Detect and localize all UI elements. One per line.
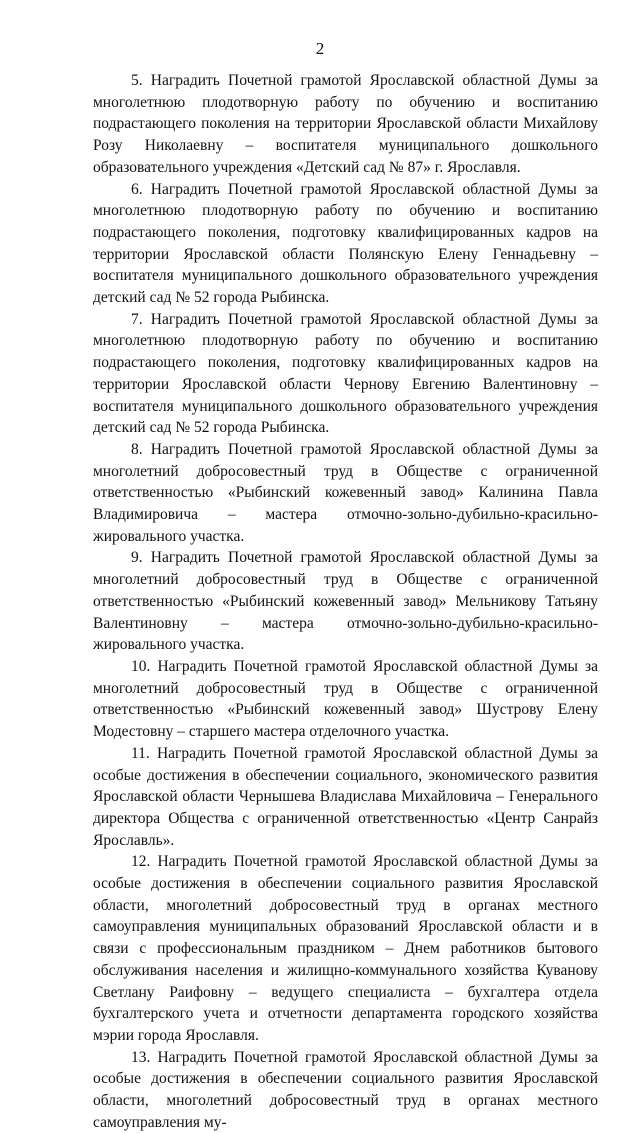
paragraph-item-7: 7. Наградить Почетной грамотой Ярославской областной Думы за многолетнюю плодотворную работу по обучению и воспитанию подрастающего поколения, подготовку квалифицированных кадров на территории Ярославской области Чернову Евгению Валентиновну – воспитателя муниципального дошкольного образовательного учреждения детский сад № 52 города Рыбинска. [93, 310, 598, 437]
paragraph-item-11: 11. Наградить Почетной грамотой Ярославской областной Думы за особые достижения в обеспечении социального, экономического развития Ярославской области Чернышева Владислава Михайловича – Генерального директора Общества с ограниченной ответственностью «Центр Санрайз Ярославль». [93, 744, 598, 849]
paragraph-item-9: 9. Наградить Почетной грамотой Ярославской областной Думы за многолетний добросовестный труд в Обществе с ограниченной ответственностью «Рыбинский кожевенный завод» Мельникову Татьяну Валентиновну – мастера отмочно-зольно-дубильно-красильно-жировального участка. [93, 549, 598, 654]
paragraph-item-10: 10. Наградить Почетной грамотой Ярославской областной Думы за многолетний добросовестный труд в Обществе с ограниченной ответственностью «Рыбинский кожевенный завод» Шустрову Елену Модестовну – старшего мастера отделочного участка. [93, 657, 598, 741]
paragraph-item-6: 6. Наградить Почетной грамотой Ярославской областной Думы за многолетнюю плодотворную работу по обучению и воспитанию подрастающего поколения, подготовку квалифицированных кадров на территории Ярославской области Полянскую Елену Геннадьевну – воспитателя муниципального дошкольного образовательного учреждения детский сад № 52 города Рыбинска. [93, 180, 598, 307]
paragraph-item-8: 8. Наградить Почетной грамотой Ярославской областной Думы за многолетний добросовестный труд в Обществе с ограниченной ответственностью «Рыбинский кожевенный завод» Калинина Павла Владимировича – мастера отмочно-зольно-дубильно-красильно-жировального участка. [93, 440, 598, 545]
document-body [93, 70, 598, 1133]
paragraph-item-13: 13. Наградить Почетной грамотой Ярославской областной Думы за особые достижения в обеспечении социального развития Ярославской области, многолетний добросовестный труд в органах местного самоуправления му- [93, 1048, 598, 1131]
page-number: 2 [315, 39, 325, 58]
paragraph-item-12: 12. Наградить Почетной грамотой Ярославской областной Думы за особые достижения в обеспечении социального развития Ярославской области, многолетний добросовестный труд в органах местного самоуправления муниципальных образований Ярославской области и в связи с профессиональным праздником – Днем работников бытового обслуживания населения и жилищно-коммунального хозяйства Куванову Светлану Раифовну – ведущего специалиста – бухгалтера отдела бухгалтерского учета и отчетности департамента городского хозяйства мэрии города Ярославля. [93, 853, 598, 1044]
paragraph-item-5: 5. Наградить Почетной грамотой Ярославской областной Думы за многолетнюю плодотворную работу по обучению и воспитанию подрастающего поколения на территории Ярославской области Михайлову Розу Николаевну – воспитателя муниципального дошкольного образовательного учреждения «Детский сад № 87» г. Ярославля. [93, 72, 598, 176]
